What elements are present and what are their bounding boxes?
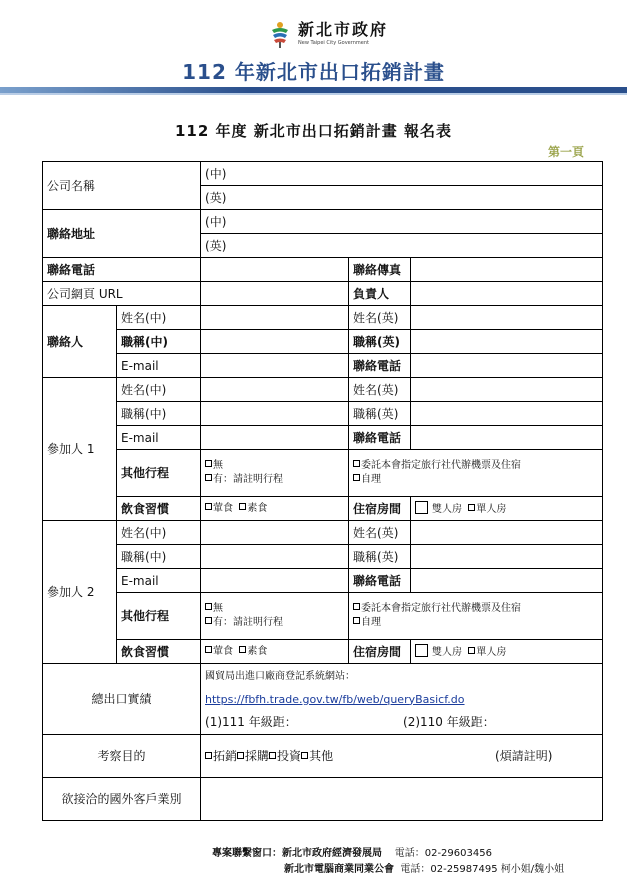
p2-itinerary-options bbox=[201, 593, 349, 640]
checkbox-icon[interactable] bbox=[205, 646, 212, 653]
p1-email-label: E-mail bbox=[117, 426, 201, 450]
checkbox-icon[interactable] bbox=[205, 752, 212, 759]
p2-name-en-label: 姓名(英) bbox=[349, 521, 411, 545]
contact-title-en-label: 職稱(英) bbox=[349, 330, 411, 354]
form-title: 112 年度 新北市出口拓銷計畫 報名表 bbox=[175, 122, 452, 140]
export-total-field bbox=[201, 664, 603, 735]
checkbox-icon[interactable] bbox=[239, 646, 246, 653]
p1-itinerary-label: 其他行程 bbox=[117, 450, 201, 497]
p2-email-field[interactable] bbox=[201, 569, 349, 593]
grade-110-label: (2)110 年級距： bbox=[403, 714, 495, 729]
p2-diet-options bbox=[201, 640, 349, 664]
target-clients-field[interactable] bbox=[201, 778, 603, 821]
contact-phone-label: 聯絡電話 bbox=[349, 354, 411, 378]
checkbox-icon[interactable] bbox=[237, 752, 244, 759]
p1-title-zh-label: 職稱(中) bbox=[117, 402, 201, 426]
p2-room-label: 住宿房間 bbox=[349, 640, 411, 664]
checkbox-icon[interactable] bbox=[205, 474, 212, 481]
export-note: 國貿局出進口廠商登記系統網站： bbox=[205, 670, 356, 682]
p2-itinerary-label: 其他行程 bbox=[117, 593, 201, 640]
p1-opt-meat[interactable]: 葷食 bbox=[205, 503, 233, 514]
logo-english-text: New Taipei City Government bbox=[298, 40, 369, 46]
p2-opt-agency[interactable]: 委託本會指定旅行社代辦機票及住宿 bbox=[353, 602, 598, 616]
p2-phone-label: 聯絡電話 bbox=[349, 569, 411, 593]
p2-email-label: E-mail bbox=[117, 569, 201, 593]
contact-name-en-field[interactable] bbox=[411, 306, 603, 330]
footer-org2: 新北市電腦商業同業公會 bbox=[284, 864, 394, 875]
p2-name-zh-label: 姓名(中) bbox=[117, 521, 201, 545]
p1-opt-veg[interactable]: 素食 bbox=[239, 503, 267, 514]
company-name-en-field[interactable]: (英) bbox=[201, 186, 603, 210]
checkbox-icon[interactable] bbox=[239, 503, 246, 510]
phone-field[interactable] bbox=[201, 258, 349, 282]
participant2-section-label: 參加人 2 bbox=[43, 521, 117, 664]
purpose-opt-invest[interactable]: 投資 bbox=[269, 749, 301, 763]
principal-label: 負責人 bbox=[349, 282, 411, 306]
p2-name-en-field[interactable] bbox=[411, 521, 603, 545]
website-field[interactable] bbox=[201, 282, 349, 306]
purpose-field bbox=[201, 735, 603, 778]
logo-chinese-text: 新北市政府 bbox=[298, 20, 389, 39]
footer-label: 專案聯繫窗口： bbox=[212, 848, 282, 859]
fax-field[interactable] bbox=[411, 258, 603, 282]
address-en-field[interactable]: (英) bbox=[201, 234, 603, 258]
contact-title-en-field[interactable] bbox=[411, 330, 603, 354]
p1-phone-label: 聯絡電話 bbox=[349, 426, 411, 450]
p2-opt-single[interactable]: 單人房 bbox=[468, 647, 506, 658]
checkbox-icon[interactable] bbox=[353, 460, 360, 467]
banner-bar-accent bbox=[0, 93, 627, 95]
p1-diet-label: 飲食習慣 bbox=[117, 497, 201, 521]
p2-booking-options bbox=[349, 593, 603, 640]
city-emblem-icon bbox=[268, 20, 292, 48]
p1-opt-self[interactable]: 自理 bbox=[353, 473, 598, 487]
p1-opt-single[interactable]: 單人房 bbox=[468, 504, 506, 515]
export-total-label: 總出口實績 bbox=[43, 664, 201, 735]
principal-field[interactable] bbox=[411, 282, 603, 306]
purpose-label: 考察目的 bbox=[43, 735, 201, 778]
company-name-label: 公司名稱 bbox=[43, 162, 201, 210]
purpose-options bbox=[205, 749, 495, 763]
p1-phone-field[interactable] bbox=[411, 426, 603, 450]
checkbox-icon[interactable] bbox=[415, 644, 428, 657]
checkbox-icon[interactable] bbox=[205, 460, 212, 467]
participant1-section-label: 參加人 1 bbox=[43, 378, 117, 521]
p1-name-en-field[interactable] bbox=[411, 378, 603, 402]
purpose-opt-purchase[interactable]: 採購 bbox=[237, 749, 269, 763]
p1-name-zh-field[interactable] bbox=[201, 378, 349, 402]
footer-phone1: 電話：02-29603456 bbox=[394, 848, 492, 859]
p2-title-en-field[interactable] bbox=[411, 545, 603, 569]
contact-email-label: E-mail bbox=[117, 354, 201, 378]
company-name-zh-field[interactable]: (中) bbox=[201, 162, 603, 186]
checkbox-icon[interactable] bbox=[205, 503, 212, 510]
contact-section-label: 聯絡人 bbox=[43, 306, 117, 378]
p2-opt-meat[interactable]: 葷食 bbox=[205, 646, 233, 657]
checkbox-icon[interactable] bbox=[353, 474, 360, 481]
contact-name-zh-label: 姓名(中) bbox=[117, 306, 201, 330]
p1-diet-options bbox=[201, 497, 349, 521]
p1-itinerary-options bbox=[201, 450, 349, 497]
contact-title-zh-label: 職稱(中) bbox=[117, 330, 201, 354]
p2-title-en-label: 職稱(英) bbox=[349, 545, 411, 569]
footer-org1: 新北市政府經濟發展局 bbox=[282, 848, 382, 859]
contact-name-en-label: 姓名(英) bbox=[349, 306, 411, 330]
page-number: 第一頁 bbox=[548, 145, 585, 159]
p1-opt-double[interactable]: 雙人房 bbox=[415, 504, 462, 515]
banner-title: 112 年新北市出口拓銷計畫 bbox=[182, 60, 445, 84]
footer-phone2: 電話：02-25987495 柯小姐/魏小姐 bbox=[400, 864, 565, 875]
checkbox-icon[interactable] bbox=[205, 603, 212, 610]
checkbox-icon[interactable] bbox=[205, 617, 212, 624]
p1-email-field[interactable] bbox=[201, 426, 349, 450]
export-url-link[interactable]: https://fbfh.trade.gov.tw/fb/web/queryBasicf.do bbox=[205, 692, 465, 706]
p2-name-zh-field[interactable] bbox=[201, 521, 349, 545]
address-label: 聯絡地址 bbox=[43, 210, 201, 258]
p1-title-en-label: 職稱(英) bbox=[349, 402, 411, 426]
checkbox-icon[interactable] bbox=[468, 647, 475, 654]
p1-opt-yes[interactable]: 有：請註明行程 bbox=[205, 473, 344, 487]
website-label: 公司網頁 URL bbox=[43, 282, 201, 306]
checkbox-icon[interactable] bbox=[301, 752, 308, 759]
contact-phone-field[interactable] bbox=[411, 354, 603, 378]
p1-title-zh-field[interactable] bbox=[201, 402, 349, 426]
p1-booking-options bbox=[349, 450, 603, 497]
purpose-note: (煩請註明) bbox=[495, 749, 553, 763]
address-zh-field[interactable]: (中) bbox=[201, 210, 603, 234]
checkbox-icon[interactable] bbox=[353, 617, 360, 624]
p2-title-zh-label: 職稱(中) bbox=[117, 545, 201, 569]
p1-name-zh-label: 姓名(中) bbox=[117, 378, 201, 402]
p1-opt-agency[interactable]: 委託本會指定旅行社代辦機票及住宿 bbox=[353, 459, 598, 473]
purpose-opt-other[interactable]: 其他 bbox=[301, 749, 333, 763]
fax-label: 聯絡傳真 bbox=[349, 258, 411, 282]
p1-opt-none[interactable]: 無 bbox=[205, 459, 344, 473]
p2-opt-none[interactable]: 無 bbox=[205, 602, 344, 616]
p1-title-en-field[interactable] bbox=[411, 402, 603, 426]
checkbox-icon[interactable] bbox=[269, 752, 276, 759]
p2-diet-label: 飲食習慣 bbox=[117, 640, 201, 664]
p1-room-label: 住宿房間 bbox=[349, 497, 411, 521]
contact-name-zh-field[interactable] bbox=[201, 306, 349, 330]
p1-room-options bbox=[411, 497, 603, 521]
p2-opt-self[interactable]: 自理 bbox=[353, 616, 598, 630]
grade-111-label: (1)111 年級距： bbox=[205, 714, 297, 729]
p2-title-zh-field[interactable] bbox=[201, 545, 349, 569]
phone-label: 聯絡電話 bbox=[43, 258, 201, 282]
checkbox-icon[interactable] bbox=[353, 603, 360, 610]
city-logo bbox=[268, 14, 388, 54]
p2-opt-yes[interactable]: 有：請註明行程 bbox=[205, 616, 344, 630]
registration-form-table bbox=[42, 161, 603, 821]
p2-opt-double[interactable]: 雙人房 bbox=[415, 647, 462, 658]
contact-title-zh-field[interactable] bbox=[201, 330, 349, 354]
target-clients-label: 欲接洽的國外客戶業別 bbox=[43, 778, 201, 821]
contact-email-field[interactable] bbox=[201, 354, 349, 378]
purpose-opt-expand[interactable]: 拓銷 bbox=[205, 749, 237, 763]
p2-opt-veg[interactable]: 素食 bbox=[239, 646, 267, 657]
contact-footer bbox=[212, 846, 564, 878]
checkbox-icon[interactable] bbox=[468, 504, 475, 511]
checkbox-icon[interactable] bbox=[415, 501, 428, 514]
p2-phone-field[interactable] bbox=[411, 569, 603, 593]
p1-name-en-label: 姓名(英) bbox=[349, 378, 411, 402]
p2-room-options bbox=[411, 640, 603, 664]
